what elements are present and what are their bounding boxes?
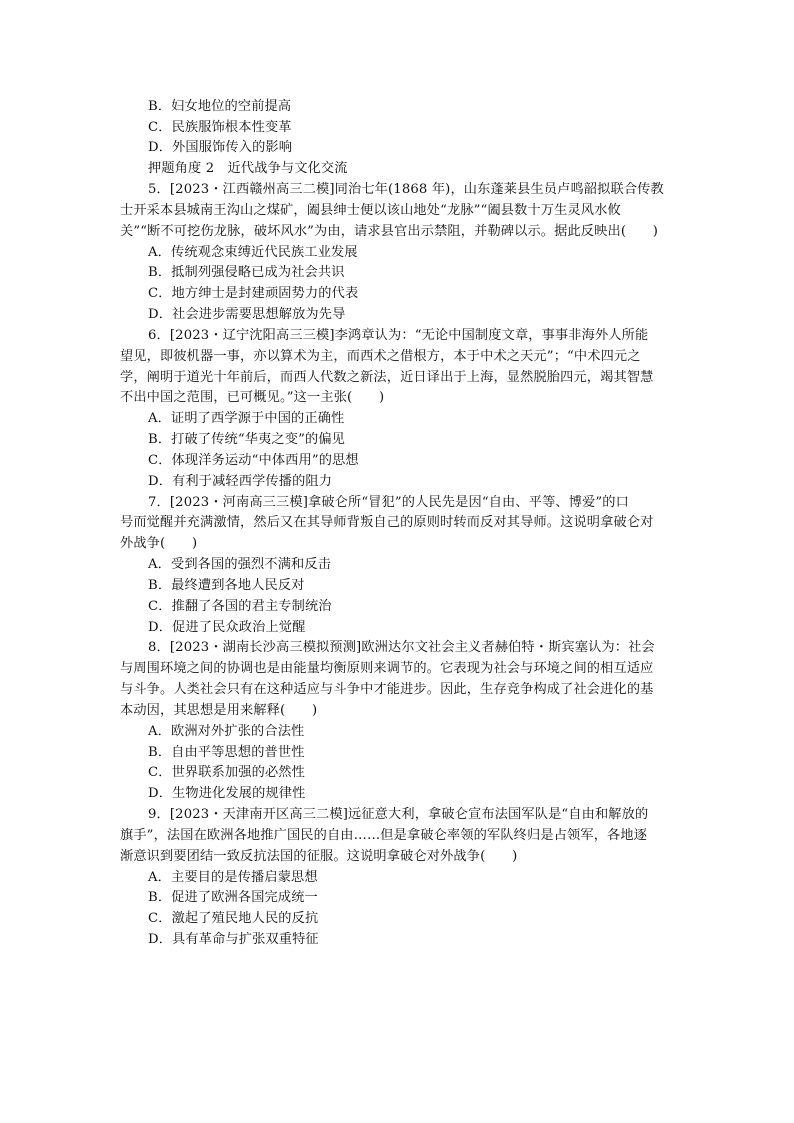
q8-option-a: A．欧洲对外扩张的合法性 (148, 724, 305, 739)
q6-option-b: B．打破了传统“华夷之变”的偏见 (148, 432, 346, 447)
q4-option-c: C．民族服饰根本性变革 (148, 120, 292, 135)
q9-option-a: A．主要目的是传播启蒙思想 (148, 870, 318, 885)
q7-option-b: B．最终遭到各地人民反对 (148, 578, 305, 593)
q9-option-b: B．促进了欧洲各国完成统一 (148, 890, 318, 905)
q8-stem-line-1: 8．[2023・湖南长沙高三模拟预测]欧洲达尔文社会主义者赫伯特・斯宾塞认为：社会 (148, 640, 655, 655)
q5-stem-line-1: 5．[2023・江西赣州高三二模]同治七年(1868 年)，山东蓬莱县生员卢鸣韶拟联合传教 (148, 182, 664, 197)
q5-stem-line-3: 关”“断不可挖伤龙脉，破坏风水”为由，请求县官出示禁阻，并勒碑以示。据此反映出( ) (120, 224, 659, 239)
q4-option-b: B．妇女地位的空前提高 (148, 99, 292, 114)
q6-stem-line-1: 6．[2023・辽宁沈阳高三三模]李鸿章认为：“无论中国制度文章，事事非海外人所能 (148, 328, 649, 343)
q6-option-a: A．证明了西学源于中国的正确性 (148, 411, 345, 426)
q7-option-a: A．受到各国的强烈不满和反击 (148, 557, 332, 572)
q7-stem-line-1: 7．[2023・河南高三三模]拿破仑所“冒犯”的人民先是因“自由、平等、博爱”的口 (148, 495, 629, 510)
q7-option-d: D．促进了民众政治上觉醒 (148, 620, 306, 635)
q9-option-d: D．具有革命与扩张双重特征 (148, 932, 319, 947)
q8-stem-line-4: 本动因，其思想是用来解释( ) (120, 703, 318, 718)
q5-option-b: B．抵制列强侵略已成为社会共识 (148, 265, 345, 280)
q9-stem-line-1: 9．[2023・天津南开区高三二模]远征意大利，拿破仑宣布法国军队是“自由和解放的 (148, 807, 649, 822)
q5-option-d: D．社会进步需要思想解放为先导 (148, 307, 346, 322)
q9-stem-line-3: 渐意识到要团结一致反抗法国的征服。这说明拿破仑对外战争( ) (120, 849, 518, 864)
q8-option-c: C．世界联系加强的必然性 (148, 765, 305, 780)
q6-stem-line-4: 不出中国之范围，已可概见。”这一主张( ) (120, 390, 385, 405)
q7-option-c: C．推翻了各国的君主专制统治 (148, 599, 332, 614)
q8-stem-line-3: 与斗争。人类社会只有在这种适应与斗争中才能进步。因此，生存竞争构成了社会进化的基 (120, 682, 654, 697)
q4-option-d: D．外国服饰传入的影响 (148, 140, 293, 155)
q9-option-c: C．激起了殖民地人民的反抗 (148, 911, 319, 926)
q5-option-c: C．地方绅士是封建顽固势力的代表 (148, 286, 359, 301)
q6-option-c: C．体现洋务运动“中体西用”的思想 (148, 453, 359, 468)
q7-stem-line-2: 号而觉醒并充满激情，然后又在其导师背叛自己的原则时转而反对其导师。这说明拿破仑对 (120, 515, 654, 530)
q7-stem-line-3: 外战争( ) (120, 536, 198, 551)
q5-option-a: A．传统观念束缚近代民族工业发展 (148, 245, 358, 260)
q6-option-d: D．有利于减轻西学传播的阻力 (148, 474, 333, 489)
q5-stem-line-2: 士开采本县城南王沟山之煤矿，阖县绅士便以该山地处“龙脉”“阖县数十万生灵风水攸 (120, 203, 621, 218)
q8-option-d: D．生物进化发展的规律性 (148, 786, 306, 801)
q6-stem-line-3: 学，阐明于道光十年前后，而西人代数之新法，近日译出于上海，显然脱胎四元，竭其智慧 (120, 370, 654, 385)
section-heading: 押题角度 2 近代战争与文化交流 (148, 161, 348, 176)
q9-stem-line-2: 旗手”，法国在欧洲各地推广国民的自由……但是拿破仑率领的军队终归是占领军，各地逐 (120, 828, 648, 843)
q8-option-b: B．自由平等思想的普世性 (148, 745, 305, 760)
q8-stem-line-2: 与周围环境之间的协调也是由能量均衡原则来调节的。它表现为社会与环境之间的相互适应 (120, 661, 654, 676)
q6-stem-line-2: 望见，即彼机器一事，亦以算术为主，而西术之借根方，本于中术之天元”；“中术四元之 (120, 349, 641, 364)
